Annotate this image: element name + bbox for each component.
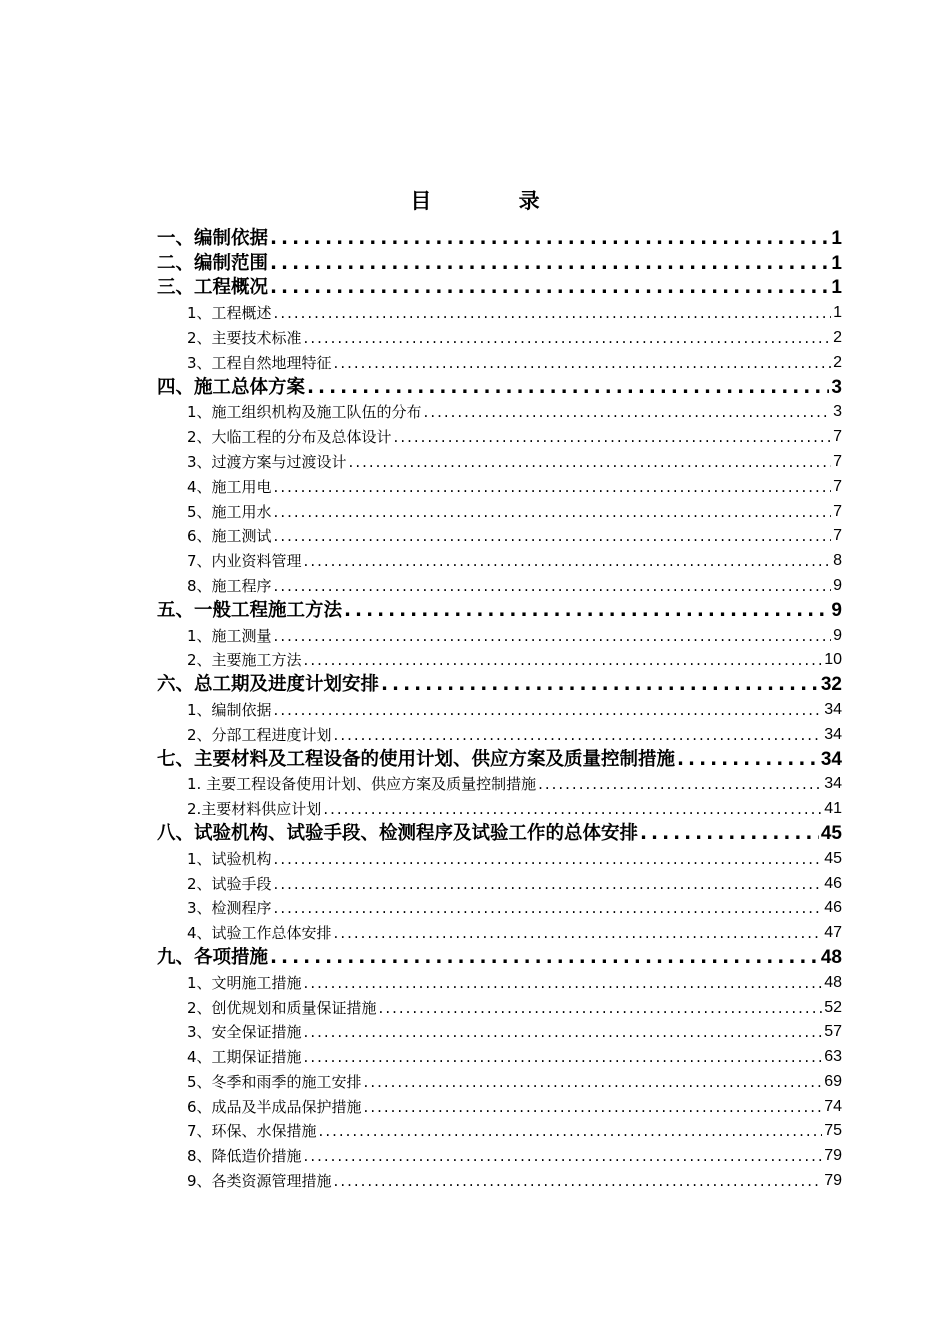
toc-entry-subsection[interactable] (157, 474, 842, 499)
toc-dot-leader (307, 376, 829, 400)
toc-entry-page-number: 3 (831, 376, 842, 398)
toc-entry-label: 3、安全保证措施 (187, 1023, 302, 1042)
toc-entry-label: 2、创优规划和质量保证措施 (187, 998, 377, 1017)
toc-entry-subsection[interactable] (157, 424, 842, 449)
toc-entry-subsection[interactable] (157, 325, 842, 350)
toc-dot-leader (274, 847, 823, 871)
toc-entry-label: 七、主要材料及工程设备的使用计划、供应方案及质量控制措施 (157, 748, 676, 770)
toc-entry-label: 1、试验机构 (187, 849, 272, 868)
toc-entry-label: 1、文明施工措施 (187, 973, 302, 992)
toc-entry-section[interactable] (157, 821, 842, 846)
toc-entry-label: 2、主要技术标准 (187, 328, 302, 347)
toc-dot-leader (334, 921, 823, 945)
toc-entry-subsection[interactable] (157, 449, 842, 474)
toc-entry-label: 八、试验机构、试验手段、检测程序及试验工作的总体安排 (157, 822, 639, 844)
toc-entry-label: 7、环保、水保措施 (187, 1122, 317, 1141)
toc-entry-page-number: 7 (833, 527, 842, 545)
toc-entry-label: 2、分部工程进度计划 (187, 725, 332, 744)
toc-dot-leader (274, 698, 823, 722)
toc-dot-leader (304, 1144, 823, 1168)
toc-entry-page-number: 45 (820, 822, 842, 844)
toc-entry-page-number: 8 (833, 552, 842, 570)
toc-entry-label: 4、工期保证措施 (187, 1048, 302, 1067)
toc-entry-page-number: 79 (824, 1147, 842, 1165)
toc-entry-label: 5、冬季和雨季的施工安排 (187, 1072, 362, 1091)
toc-entry-page-number: 52 (824, 998, 842, 1016)
toc-entry-page-number: 7 (833, 452, 842, 470)
toc-entry-label: 6、成品及半成品保护措施 (187, 1097, 362, 1116)
toc-entry-page-number: 34 (820, 748, 842, 770)
toc-entry-page-number: 34 (824, 700, 842, 718)
toc-entry-label: 1、施工测量 (187, 626, 272, 645)
toc-entry-label: 1. 主要工程设备使用计划、供应方案及质量控制措施 (187, 775, 537, 794)
toc-dot-leader (424, 400, 832, 424)
toc-entry-section[interactable] (157, 226, 842, 251)
toc-entry-page-number: 34 (824, 775, 842, 793)
toc-entry-subsection[interactable] (157, 970, 842, 995)
toc-entry-page-number: 32 (820, 674, 842, 696)
toc-entry-subsection[interactable] (157, 920, 842, 945)
toc-entry-subsection[interactable] (157, 400, 842, 425)
toc-entry-section[interactable] (157, 598, 842, 623)
toc-entry-label: 九、各项措施 (157, 946, 269, 968)
toc-entry-label: 6、施工测试 (187, 527, 272, 546)
toc-entry-subsection[interactable] (157, 1094, 842, 1119)
toc-entry-subsection[interactable] (157, 1044, 842, 1069)
toc-dot-leader (274, 524, 832, 548)
toc-entry-subsection[interactable] (157, 1020, 842, 1045)
toc-entry-label: 五、一般工程施工方法 (157, 599, 343, 621)
toc-entry-page-number: 1 (831, 252, 842, 274)
toc-entry-page-number: 34 (824, 725, 842, 743)
toc-entry-label: 2、大临工程的分布及总体设计 (187, 428, 392, 447)
toc-dot-leader (274, 500, 832, 524)
toc-entry-label: 9、各类资源管理措施 (187, 1172, 332, 1191)
toc-entry-page-number: 75 (824, 1122, 842, 1140)
toc-entry-subsection[interactable] (157, 548, 842, 573)
toc-entry-subsection[interactable] (157, 648, 842, 673)
toc-dot-leader (270, 276, 829, 300)
toc-entry-subsection[interactable] (157, 499, 842, 524)
toc-entry-subsection[interactable] (157, 350, 842, 375)
toc-entry-label: 1、工程概述 (187, 304, 272, 323)
toc-dot-leader (274, 475, 832, 499)
toc-entry-page-number: 45 (824, 849, 842, 867)
toc-dot-leader (304, 549, 832, 573)
toc-entry-section[interactable] (157, 945, 842, 970)
toc-entry-page-number: 7 (833, 477, 842, 495)
toc-entry-label: 三、工程概况 (157, 277, 269, 299)
toc-entry-page-number: 7 (833, 428, 842, 446)
toc-entry-page-number: 79 (824, 1172, 842, 1190)
toc-dot-leader (334, 351, 832, 375)
toc-dot-leader (381, 673, 819, 697)
toc-entry-page-number: 9 (831, 599, 842, 621)
toc-dot-leader (274, 896, 823, 920)
toc-list (157, 226, 842, 1193)
toc-dot-leader (394, 425, 832, 449)
toc-dot-leader (538, 772, 822, 796)
toc-dot-leader (270, 227, 829, 251)
toc-entry-subsection[interactable] (157, 1069, 842, 1094)
toc-entry-page-number: 48 (824, 973, 842, 991)
toc-entry-subsection[interactable] (157, 300, 842, 325)
toc-entry-subsection[interactable] (157, 573, 842, 598)
toc-dot-leader (379, 996, 823, 1020)
toc-entry-subsection[interactable] (157, 1119, 842, 1144)
toc-dot-leader (304, 648, 823, 672)
toc-dot-leader (270, 946, 819, 970)
toc-dot-leader (304, 1045, 823, 1069)
toc-entry-label: 1、施工组织机构及施工队伍的分布 (187, 403, 422, 422)
toc-entry-page-number: 48 (820, 946, 842, 968)
toc-entry-section[interactable] (157, 276, 842, 301)
toc-dot-leader (334, 723, 823, 747)
toc-dot-leader (344, 599, 829, 623)
toc-entry-subsection[interactable] (157, 995, 842, 1020)
toc-entry-subsection[interactable] (157, 722, 842, 747)
toc-dot-leader (304, 1020, 823, 1044)
toc-dot-leader (304, 971, 823, 995)
toc-entry-label: 4、试验工作总体安排 (187, 924, 332, 943)
toc-entry-subsection[interactable] (157, 1168, 842, 1193)
toc-entry-subsection[interactable] (157, 697, 842, 722)
toc-entry-label: 2、主要施工方法 (187, 651, 302, 670)
toc-entry-subsection[interactable] (157, 896, 842, 921)
toc-entry-label: 六、总工期及进度计划安排 (157, 674, 380, 696)
toc-entry-label: 二、编制范围 (157, 252, 269, 274)
toc-entry-label: 2.主要材料供应计划 (187, 800, 322, 819)
toc-entry-label: 2、试验手段 (187, 874, 272, 893)
toc-dot-leader (319, 1119, 823, 1143)
toc-entry-subsection[interactable] (157, 524, 842, 549)
toc-entry-page-number: 2 (833, 353, 842, 371)
toc-entry-page-number: 1 (833, 304, 842, 322)
toc-dot-leader (364, 1070, 823, 1094)
toc-dot-leader (334, 1169, 823, 1193)
toc-entry-page-number: 2 (833, 328, 842, 346)
toc-dot-leader (364, 1095, 823, 1119)
toc-entry-label: 一、编制依据 (157, 227, 269, 249)
toc-dot-leader (274, 624, 832, 648)
toc-entry-label: 8、施工程序 (187, 576, 272, 595)
toc-entry-page-number: 1 (831, 227, 842, 249)
toc-dot-leader (274, 301, 832, 325)
toc-dot-leader (304, 326, 832, 350)
toc-entry-section[interactable] (157, 672, 842, 697)
toc-entry-section[interactable] (157, 251, 842, 276)
toc-entry-page-number: 69 (824, 1072, 842, 1090)
toc-entry-page-number: 74 (824, 1097, 842, 1115)
toc-dot-leader (349, 450, 832, 474)
toc-entry-page-number: 46 (824, 899, 842, 917)
toc-entry-subsection[interactable] (157, 871, 842, 896)
toc-entry-section[interactable] (157, 747, 842, 772)
toc-dot-leader (323, 797, 822, 821)
toc-entry-page-number: 7 (833, 502, 842, 520)
toc-entry-page-number: 57 (824, 1023, 842, 1041)
toc-entry-subsection[interactable] (157, 846, 842, 871)
toc-entry-label: 5、施工用水 (187, 502, 272, 521)
toc-entry-page-number: 46 (824, 874, 842, 892)
toc-entry-subsection[interactable] (157, 796, 842, 821)
toc-entry-page-number: 9 (833, 576, 842, 594)
toc-entry-label: 8、降低造价措施 (187, 1147, 302, 1166)
toc-entry-page-number: 63 (824, 1048, 842, 1066)
toc-title: 目 录 (410, 189, 580, 213)
toc-entry-page-number: 41 (824, 800, 842, 818)
toc-entry-label: 四、施工总体方案 (157, 376, 306, 398)
toc-dot-leader (677, 748, 819, 772)
toc-entry-page-number: 47 (824, 924, 842, 942)
toc-dot-leader (640, 822, 819, 846)
toc-entry-subsection[interactable] (157, 1143, 842, 1168)
toc-entry-label: 7、内业资料管理 (187, 552, 302, 571)
toc-entry-page-number: 1 (831, 277, 842, 299)
toc-entry-label: 1、编制依据 (187, 700, 272, 719)
toc-entry-label: 3、过渡方案与过渡设计 (187, 452, 347, 471)
toc-entry-subsection[interactable] (157, 772, 842, 797)
toc-dot-leader (274, 574, 832, 598)
toc-entry-section[interactable] (157, 375, 842, 400)
toc-entry-label: 4、施工用电 (187, 477, 272, 496)
toc-entry-label: 3、检测程序 (187, 899, 272, 918)
toc-dot-leader (274, 872, 823, 896)
toc-dot-leader (270, 252, 829, 276)
toc-entry-page-number: 9 (833, 626, 842, 644)
toc-entry-label: 3、工程自然地理特征 (187, 353, 332, 372)
toc-entry-page-number: 10 (824, 651, 842, 669)
toc-entry-subsection[interactable] (157, 623, 842, 648)
toc-entry-page-number: 3 (833, 403, 842, 421)
